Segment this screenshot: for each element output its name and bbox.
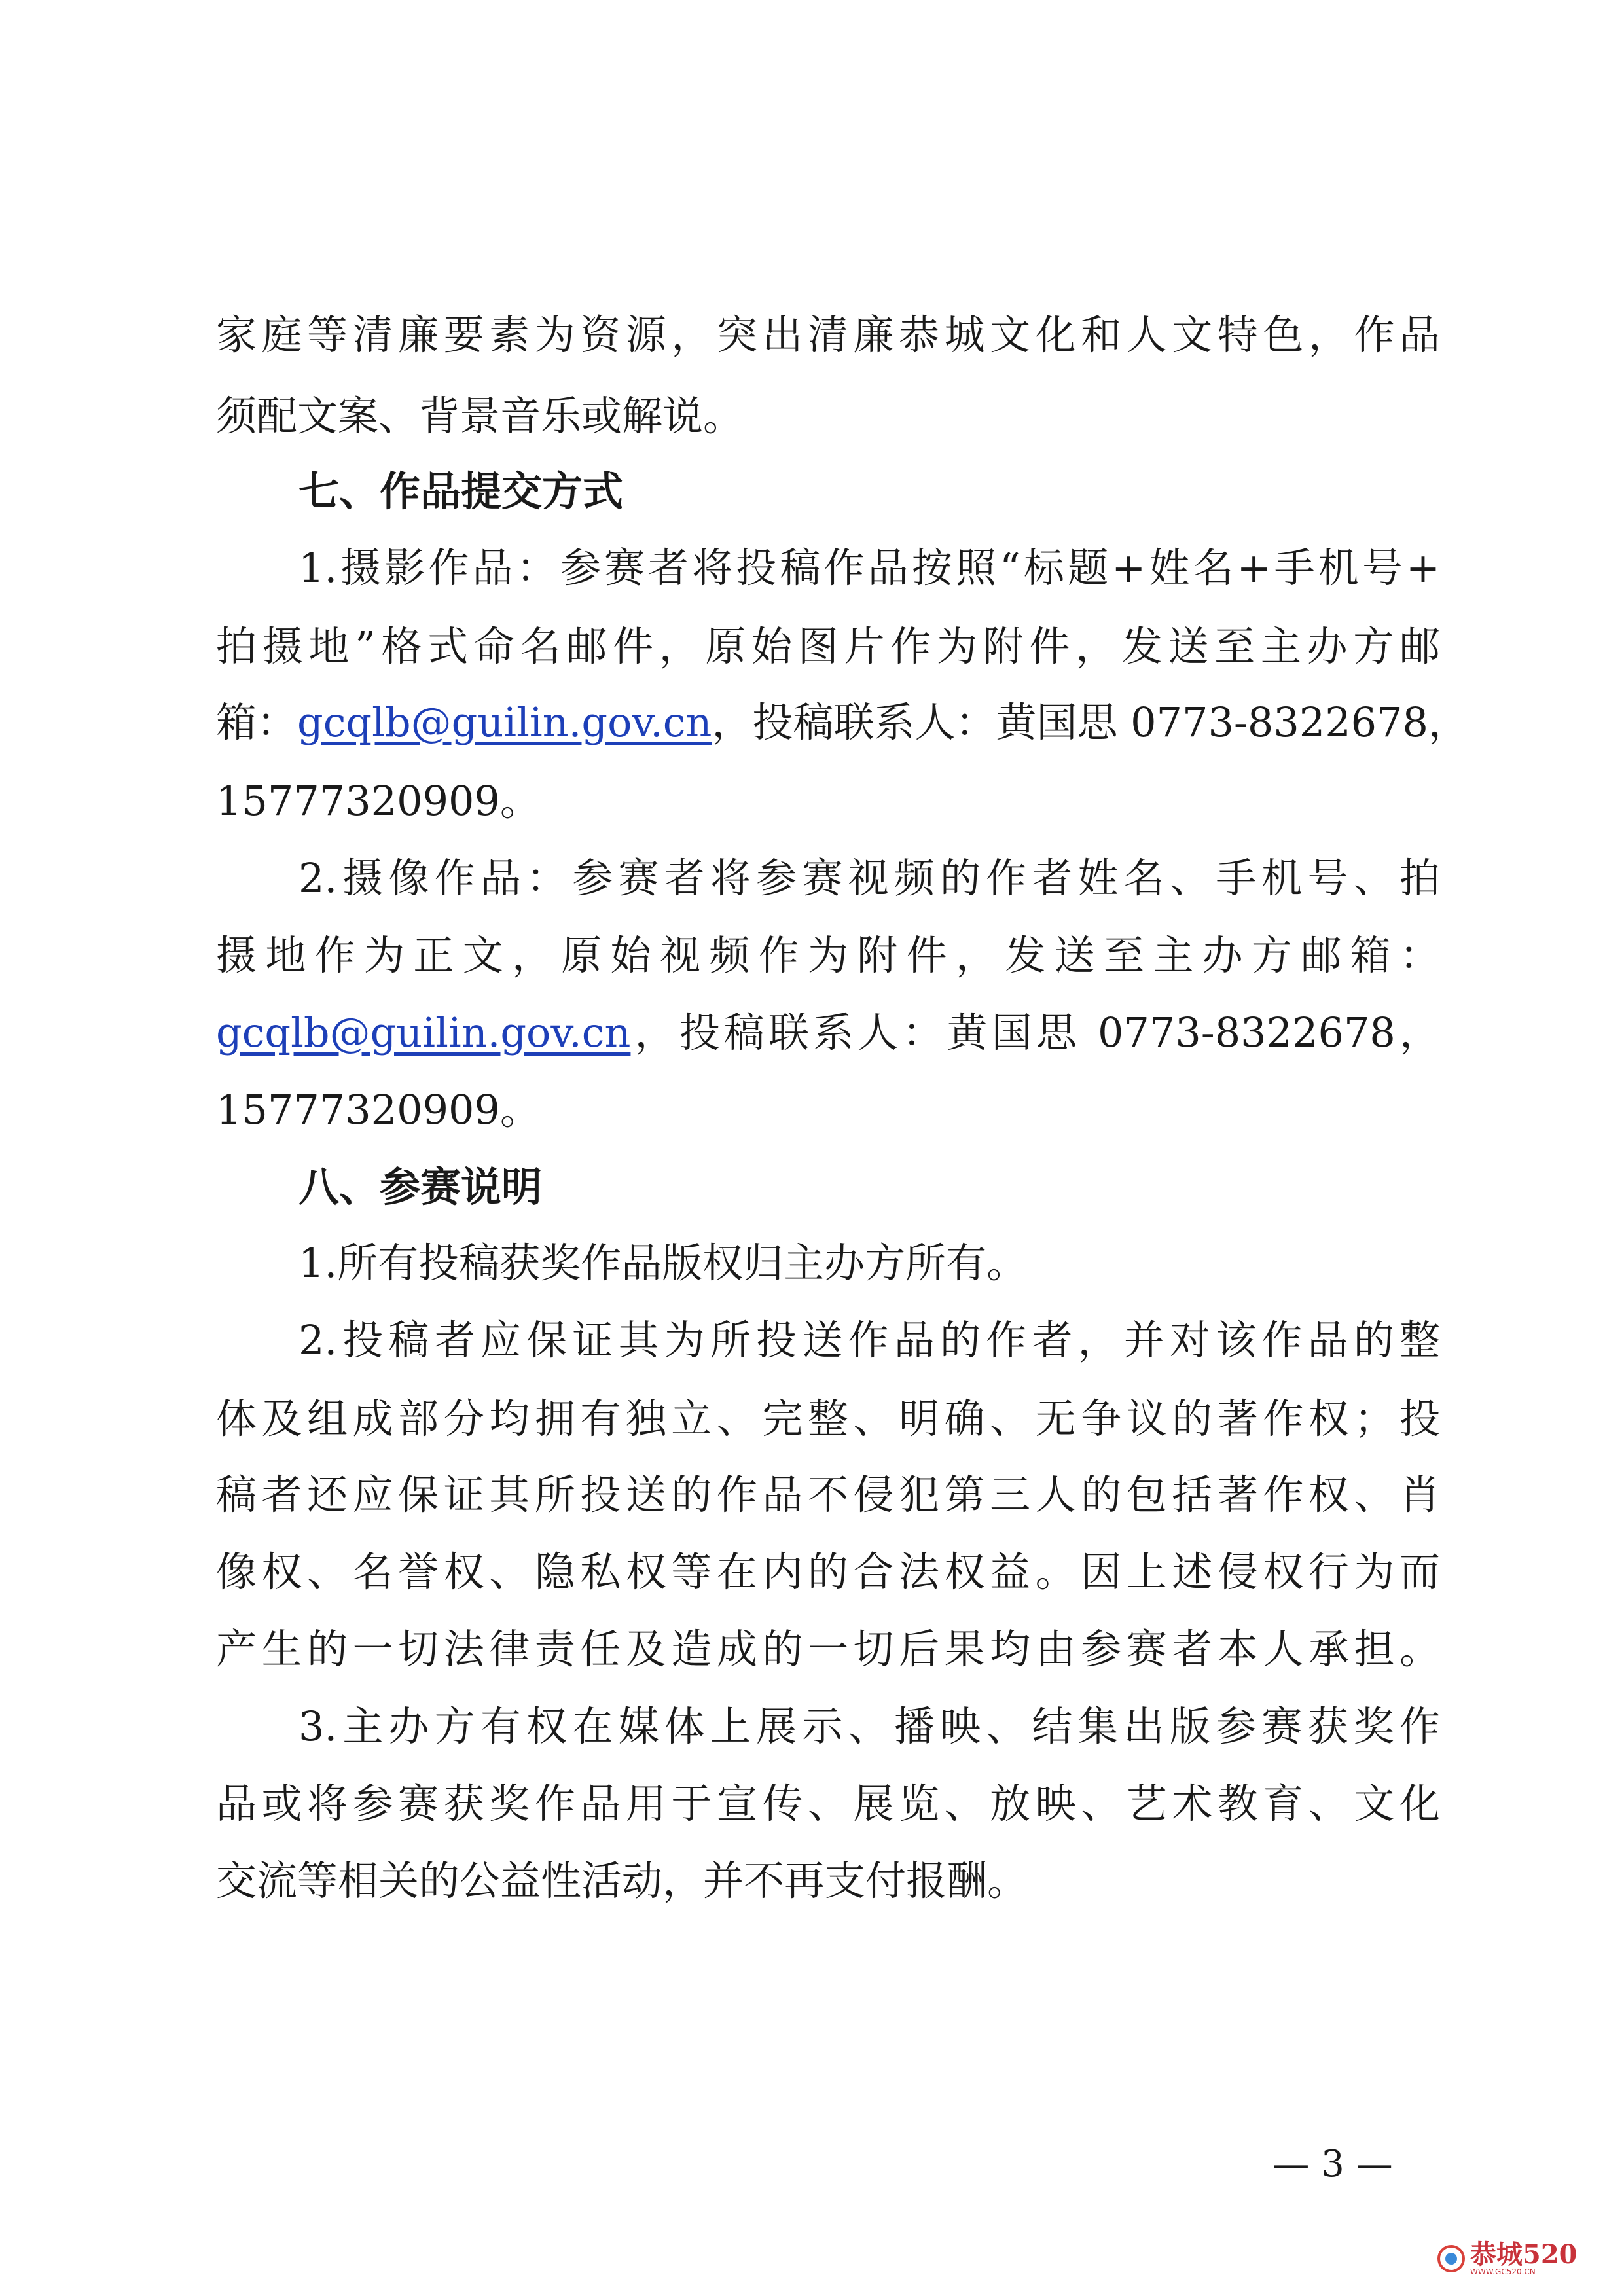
intro-line-2: 须配文案、背景音乐或解说。	[216, 392, 744, 440]
s8-item3-line-1: 3.主办方有权在媒体上展示、播映、结集出版参赛获奖作	[298, 1702, 1440, 1750]
s7-item2-contact: ，投稿联系人：黄国思 0773-8322678，	[630, 1009, 1440, 1056]
intro-line-1: 家庭等清廉要素为资源，突出清廉恭城文化和人文特色，作品	[216, 311, 1440, 359]
s8-item2-line-3: 稿者还应保证其所投送的作品不侵犯第三人的包括著作权、肖	[216, 1471, 1440, 1518]
s8-item2-line-4: 像权、名誉权、隐私权等在内的合法权益。因上述侵权行为而	[216, 1548, 1440, 1596]
s7-item1-email-link[interactable]: gcqlb@guilin.gov.cn	[297, 698, 712, 746]
s8-item3-line-2: 品或将参赛获奖作品用于宣传、展览、放映、艺术教育、文化	[216, 1780, 1440, 1827]
watermark-url: WWW.GC520.CN	[1470, 2267, 1536, 2276]
s8-item2-line-2: 体及组成部分均拥有独立、完整、明确、无争议的著作权；投	[216, 1395, 1440, 1443]
watermark-brand: 恭城520	[1470, 2239, 1578, 2270]
page-number: — 3 —	[1272, 2143, 1393, 2185]
s7-item2-line-3	[216, 1007, 1440, 1059]
watermark-logo-icon	[1437, 2245, 1465, 2272]
s8-item2-line-5: 产生的一切法律责任及造成的一切后果均由参赛者本人承担。	[216, 1625, 1440, 1673]
s7-item1-line-2: 拍摄地”格式命名邮件，原始图片作为附件，发送至主办方邮	[216, 622, 1440, 670]
s8-item3-line-3: 交流等相关的公益性活动，并不再支付报酬。	[216, 1857, 1028, 1905]
s8-item1: 1.所有投稿获奖作品版权归主办方所有。	[298, 1239, 1028, 1287]
s7-item1-line-4: 15777320909。	[216, 777, 541, 825]
section-8-heading: 八、参赛说明	[298, 1163, 543, 1211]
s7-item2-line-2: 摄地作为正文，原始视频作为附件，发送至主办方邮箱：	[216, 931, 1440, 979]
site-watermark	[1437, 2236, 1601, 2282]
section-7-heading: 七、作品提交方式	[298, 467, 624, 515]
s8-item2-line-1: 2.投稿者应保证其为所投送作品的作者，并对该作品的整	[298, 1316, 1440, 1364]
s7-item2-line-1: 2.摄像作品：参赛者将参赛视频的作者姓名、手机号、拍	[298, 854, 1440, 902]
watermark-text	[1470, 2239, 1578, 2276]
s7-item2-email-link[interactable]: gcqlb@guilin.gov.cn	[216, 1009, 631, 1056]
s7-item2-line-4: 15777320909。	[216, 1086, 541, 1134]
s7-item1-line-1: 1.摄影作品：参赛者将投稿作品按照“标题+姓名+手机号+	[298, 544, 1440, 592]
s7-item1-line-3	[216, 696, 1470, 749]
s7-item1-email-label: 箱：	[216, 698, 298, 746]
s7-item1-contact: ，投稿联系人：黄国思 0773-8322678，	[712, 698, 1470, 746]
